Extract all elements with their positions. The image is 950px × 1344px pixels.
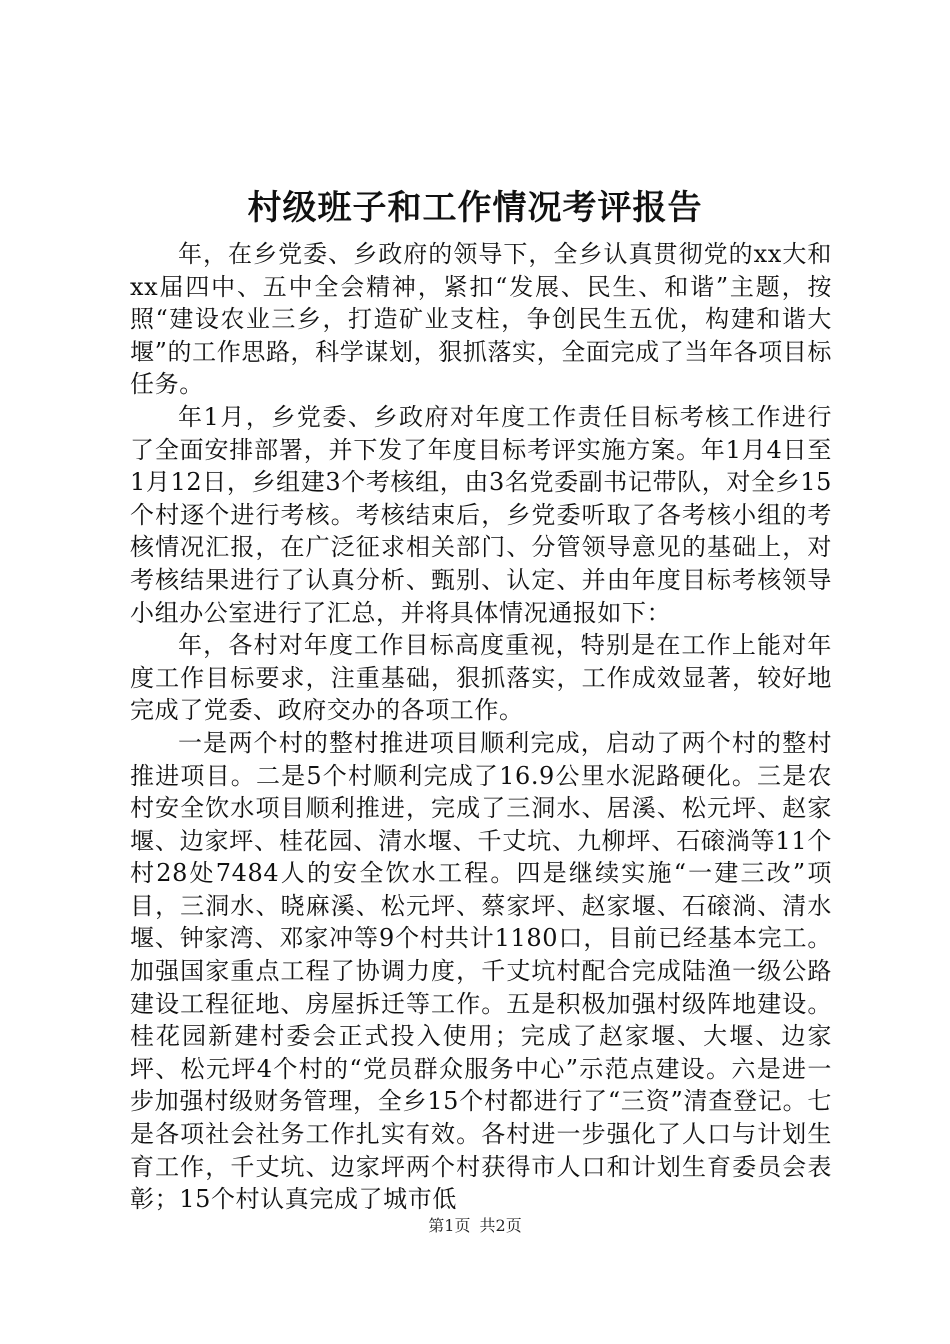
document-body [130, 238, 832, 1216]
paragraph-assessment: 年1月，乡党委、乡政府对年度工作责任目标考核工作进行了全面安排部署，并下发了年度目标考评实施方案。年1月4日至1月12日，乡组建3个考核组，由3名党委副书记带队，对全乡15个村逐个进行考核。考核结束后，乡党委听取了各考核小组的考核情况汇报，在广泛征求相关部门、分管领导意见的基础上，对考核结果进行了认真分析、甄别、认定、并由年度目标考核领导小组办公室进行了汇总，并将具体情况通报如下： [130, 402, 832, 627]
page-total: 共2页 [479, 1216, 522, 1235]
paragraph-achievements: 一是两个村的整村推进项目顺利完成，启动了两个村的整村推进项目。二是5个村顺利完成了16.9公里水泥路硬化。三是农村安全饮水项目顺利推进，完成了三洞水、居溪、松元坪、赵家堰、边家坪、桂花园、清水堰、千丈坑、九柳坪、石磙淌等11个村28处7484人的安全饮水工程。四是继续实施“一建三改”项目，三洞水、晓麻溪、松元坪、蔡家坪、赵家堰、石磙淌、清水堰、钟家湾、邓家冲等9个村共计1180口，目前已经基本完工。加强国家重点工程了协调力度，千丈坑村配合完成陆渔一级公路建设工程征地、房屋拆迁等工作。五是积极加强村级阵地建设。桂花园新建村委会正式投入使用；完成了赵家堰、大堰、边家坪、松元坪4个村的“党员群众服务中心”示范点建设。六是进一步加强村级财务管理，全乡15个村都进行了“三资”清查登记。七是各项社会社务工作扎实有效。各村进一步强化了人口与计划生育工作，千丈坑、边家坪两个村获得市人口和计划生育委员会表彰；15个村认真完成了城市低 [130, 728, 832, 1214]
paragraph-summary: 年，各村对年度工作目标高度重视，特别是在工作上能对年度工作目标要求，注重基础，狠抓落实，工作成效显著，较好地完成了党委、政府交办的各项工作。 [130, 631, 832, 725]
page-footer [0, 1214, 950, 1238]
document-title: 村级班子和工作情况考评报告 [247, 188, 703, 228]
paragraph-intro: 年，在乡党委、乡政府的领导下，全乡认真贯彻党的xx大和xx届四中、五中全会精神，紧扣“发展、民生、和谐”主题，按照“建设农业三乡，打造矿业支柱，争创民生五优，构建和谐大堰”的工作思路，科学谋划，狠抓落实，全面完成了当年各项目标任务。 [130, 240, 832, 399]
page-number: 第1页 [428, 1216, 471, 1235]
